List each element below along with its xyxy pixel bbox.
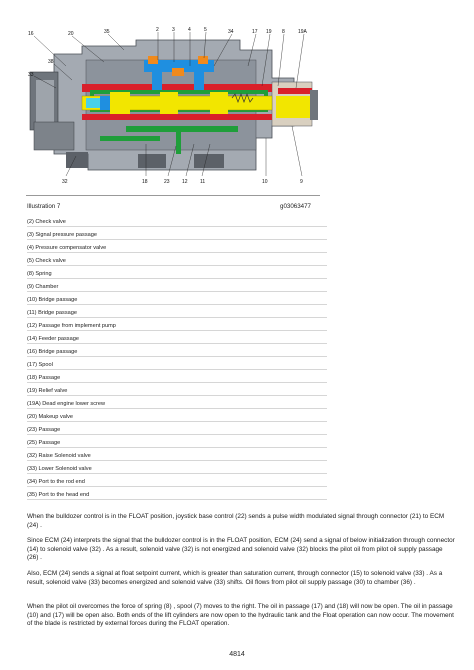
legend-item: (9) Chamber <box>27 279 327 292</box>
callout-33: 33 <box>28 72 34 78</box>
hydraulic-valve-cross-section-illustration <box>26 26 322 186</box>
legend-item: (19A) Dead engine lower screw <box>27 396 327 409</box>
callout-19: 19 <box>266 29 272 35</box>
callout-19a: 19A <box>298 29 307 35</box>
callout-9: 9 <box>300 179 303 185</box>
legend-item: (8) Spring <box>27 266 327 279</box>
legend-item: (35) Port to the head end <box>27 487 327 500</box>
illustration-caption: Illustration 7 <box>27 203 61 210</box>
legend-item: (18) Passage <box>27 370 327 383</box>
callout-8: 8 <box>282 29 285 35</box>
legend-item: (3) Signal pressure passage <box>27 227 327 240</box>
callout-11: 11 <box>200 179 206 185</box>
callout-5: 5 <box>204 27 207 33</box>
callout-2: 2 <box>156 27 159 33</box>
callout-4: 4 <box>188 27 191 33</box>
legend-item: (34) Port to the rod end <box>27 474 327 487</box>
legend-item: (5) Check valve <box>27 253 327 266</box>
callout-34: 34 <box>228 29 234 35</box>
legend-item: (20) Makeup valve <box>27 409 327 422</box>
body-paragraph-2: Since ECM (24) interprets the signal that the bulldozer control is in the FLOAT position, ECM (24) send a signal of below initialization through connector (14) to solenoid valve (32) . As a result, solenoid valve (32) is not energized and solenoid valve (32) blocks the pilot oil from pilot oil supply passage (26) . <box>27 537 455 562</box>
legend-item: (19) Relief valve <box>27 383 327 396</box>
legend-item: (25) Passage <box>27 435 327 448</box>
page-number: 4814 <box>229 651 245 658</box>
legend-item: (12) Passage from implement pump <box>27 318 327 331</box>
callout-16: 16 <box>28 31 34 37</box>
callout-35: 35 <box>104 29 110 35</box>
caption-divider <box>26 195 320 196</box>
callout-32: 32 <box>62 179 68 185</box>
callout-18: 18 <box>142 179 148 185</box>
legend-item: (17) Spool <box>27 357 327 370</box>
legend-item: (10) Bridge passage <box>27 292 327 305</box>
illustration-id: g03063477 <box>280 203 311 210</box>
callout-3: 3 <box>172 27 175 33</box>
callout-23: 23 <box>164 179 170 185</box>
callout-legend-list <box>27 214 327 500</box>
legend-item: (14) Feeder passage <box>27 331 327 344</box>
legend-item: (11) Bridge passage <box>27 305 327 318</box>
callout-17: 17 <box>252 29 258 35</box>
legend-item: (32) Raise Solenoid valve <box>27 448 327 461</box>
legend-item: (4) Pressure compensator valve <box>27 240 327 253</box>
legend-item: (33) Lower Solenoid valve <box>27 461 327 474</box>
body-paragraph-4: When the pilot oil overcomes the force of spring (8) , spool (7) moves to the right. The oil in passage (17) and (18) will now be open. The oil in passage (10) and (17) will be open also. Both ends of the lift cylinders are now open to the hydraulic tank and the Float operation can now occur. The movement of the blade is restricted by external forces during the FLOAT operation. <box>27 603 454 628</box>
legend-item: (23) Passage <box>27 422 327 435</box>
callout-20: 20 <box>68 31 74 37</box>
callout-12: 12 <box>182 179 188 185</box>
body-paragraph-1: When the bulldozer control is in the FLOAT position, joystick base control (22) sends a pulse width modulated signal through connector (21) to ECM (24) . <box>27 513 445 529</box>
body-paragraph-3: Also, ECM (24) sends a signal at float setpoint current, which is greater than saturation current, through connector (15) to solenoid valve (33) . As a result, solenoid valve (33) becomes energized and solenoid valve (33) shifts. Oil flows from pilot oil supply passage (30) to chamber (36) . <box>27 570 443 586</box>
legend-item: (16) Bridge passage <box>27 344 327 357</box>
callout-10: 10 <box>262 179 268 185</box>
legend-item: (2) Check valve <box>27 214 327 227</box>
callout-38: 38 <box>48 59 54 65</box>
